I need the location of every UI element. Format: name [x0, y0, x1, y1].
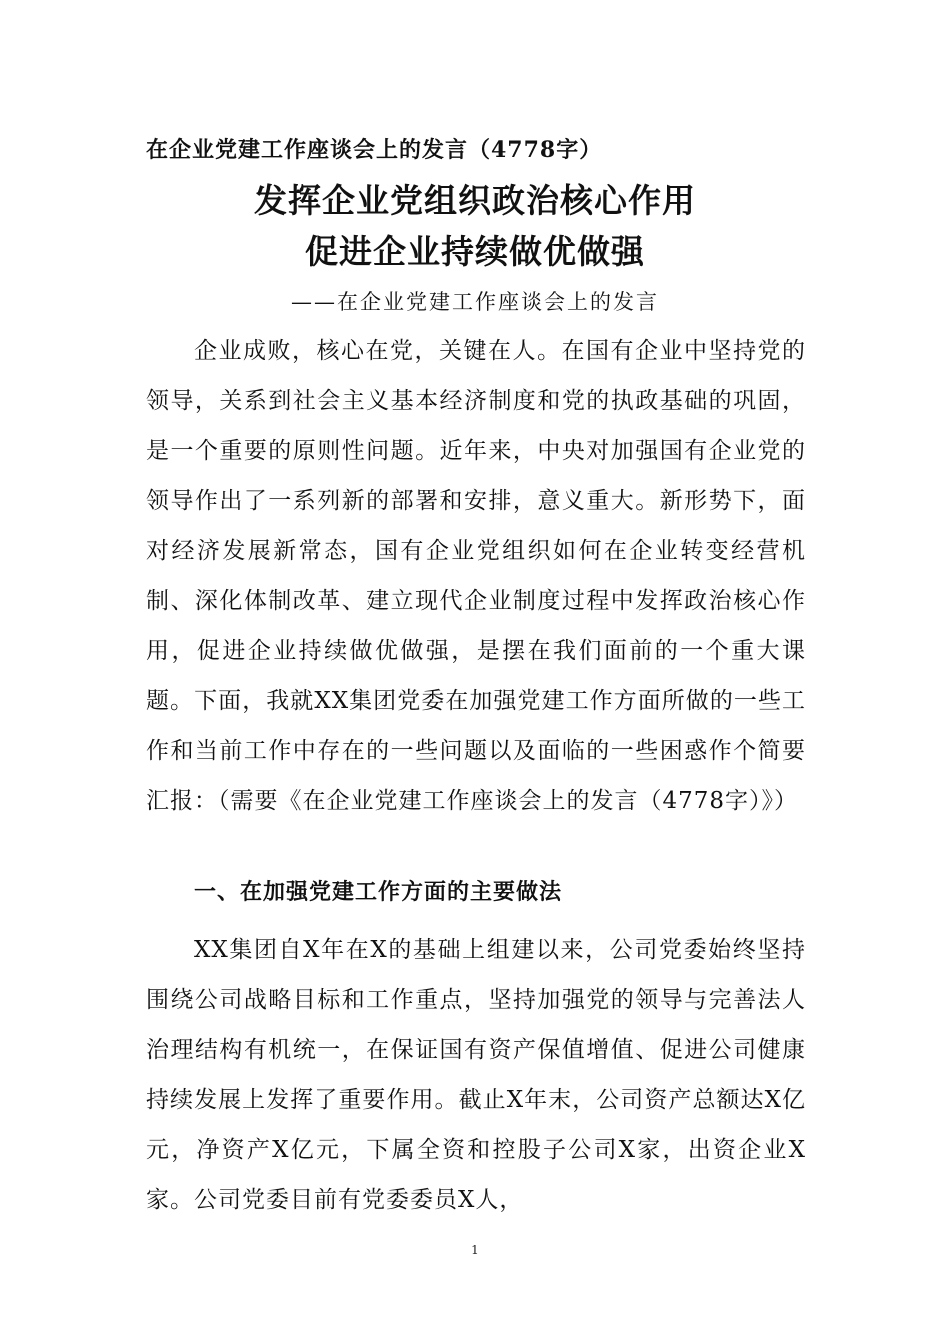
- section-heading-1: 一、在加强党建工作方面的主要做法: [194, 880, 563, 905]
- page-number: 1: [471, 1243, 479, 1257]
- title-line-2: 促进企业持续做优做强: [305, 232, 645, 271]
- title-line-1: 发挥企业党组织政治核心作用: [254, 181, 696, 220]
- subtitle: ——在企业党建工作座谈会上的发言: [291, 290, 659, 314]
- document-label: 在企业党建工作座谈会上的发言（4778字）: [146, 137, 603, 163]
- paragraph-intro: 企业成败，核心在党，关键在人。在国有企业中坚持党的领导，关系到社会主义基本经济制度和党的执政基础的巩固，是一个重要的原则性问题。近年来，中央对加强国有企业党的领导作出了一系列新的部署和安排，意义重大。新形势下，面对经济发展新常态，国有企业党组织如何在企业转变经营机制、深化体制改革、建立现代企业制度过程中发挥政治核心作用，促进企业持续做优做强，是摆在我们面前的一个重大课题。下面，我就XX集团党委在加强党建工作方面所做的一些工作和当前工作中存在的一些问题以及面临的一些困惑作个简要汇报：（需要《在企业党建工作座谈会上的发言（4778字）》）: [146, 338, 806, 814]
- paragraph-section-1: XX集团自X年在X的基础上组建以来，公司党委始终坚持围绕公司战略目标和工作重点，坚持加强党的领导与完善法人治理结构有机统一，在保证国有资产保值增值、促进公司健康持续发展上发挥了重要作用。截止X年末，公司资产总额达X亿元，净资产X亿元，下属全资和控股子公司X家，出资企业X家。公司党委目前有党委委员X人，: [146, 937, 806, 1213]
